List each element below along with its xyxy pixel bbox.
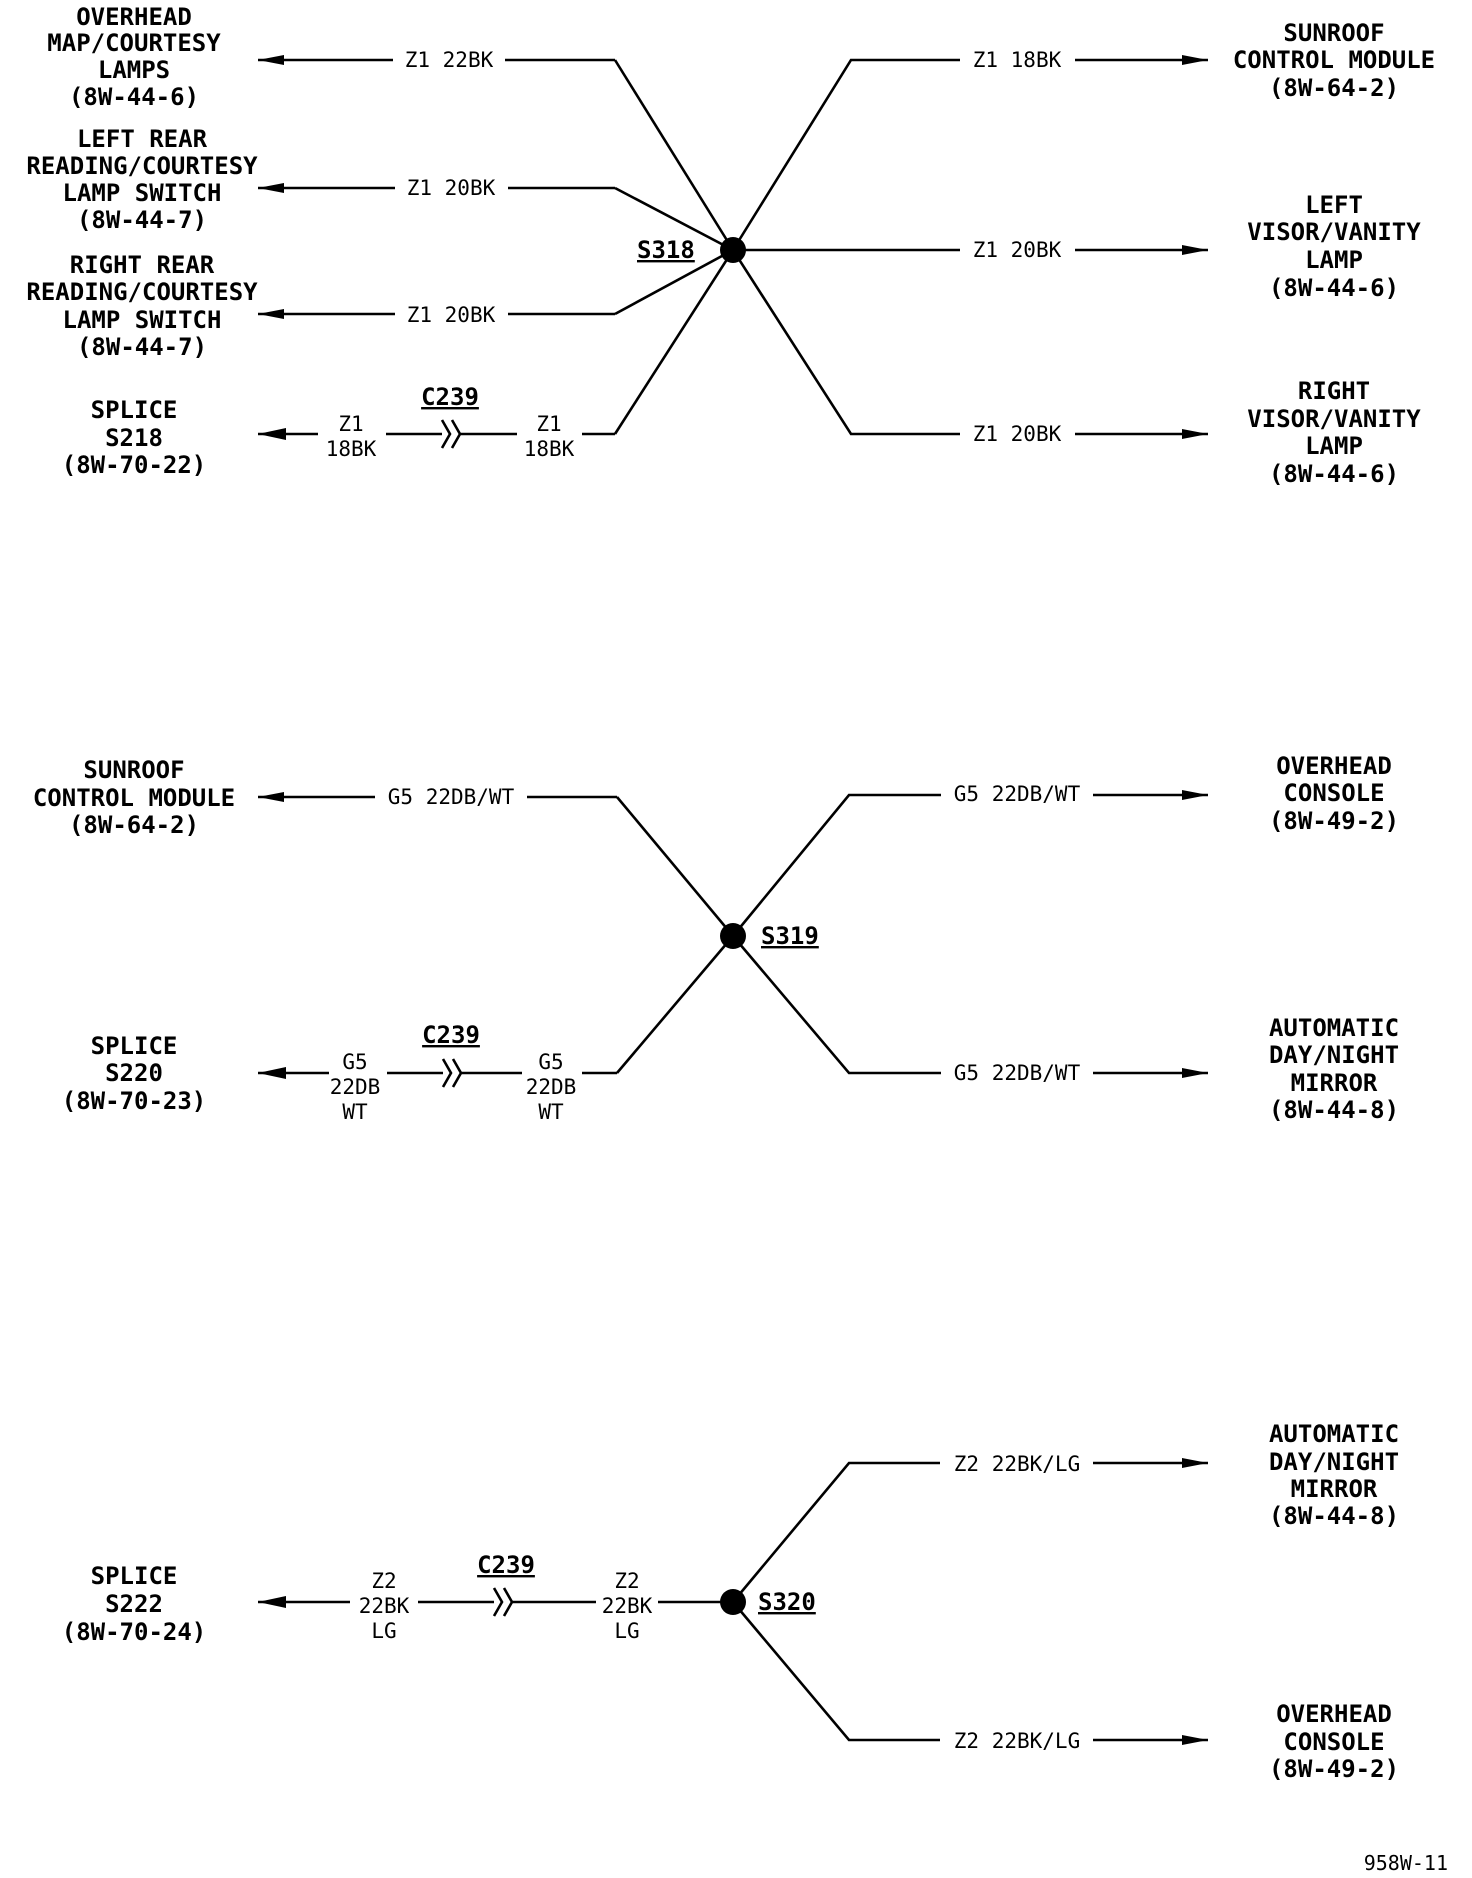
splice-label-s318: S318 [637, 236, 695, 264]
splice-label-s319: S319 [761, 922, 819, 950]
component-label: LAMPS [97, 56, 171, 84]
component-label: SPLICE [90, 1562, 178, 1590]
wire-label: Z2 [371, 1569, 397, 1593]
component-label: CONSOLE [1283, 1728, 1385, 1756]
wire-label: LG [371, 1619, 397, 1643]
wire-overhead-console[interactable] [733, 782, 1208, 936]
wire-label: Z1 22BK [404, 48, 494, 72]
component-label: SUNROOF [83, 756, 185, 784]
component-label: S218 [105, 424, 163, 452]
component-label: CONSOLE [1283, 779, 1385, 807]
wire-sunroof-control-module[interactable] [258, 785, 733, 936]
wire-label: Z2 22BK/LG [953, 1452, 1081, 1476]
wire-label: WT [538, 1100, 564, 1124]
wire-splice-s218[interactable] [258, 250, 733, 461]
component-label: (8W-44-6) [68, 83, 200, 111]
wire-splice-s220[interactable] [258, 936, 733, 1124]
component-label: (8W-70-24) [61, 1618, 207, 1646]
wire-label: WT [342, 1100, 368, 1124]
component-label: SUNROOF [1283, 19, 1385, 47]
wire-label: 22BK [601, 1594, 653, 1618]
component-label: SPLICE [90, 1032, 178, 1060]
component-label: S222 [105, 1590, 163, 1618]
wire-label: 22DB [329, 1075, 381, 1099]
component-label: CONTROL MODULE [32, 784, 236, 812]
wire-label: Z1 20BK [406, 176, 496, 200]
component-label: (8W-49-2) [1268, 807, 1400, 835]
component-label: (8W-44-6) [1268, 274, 1400, 302]
component-label: SPLICE [90, 396, 178, 424]
wire-splice-s222[interactable] [258, 1569, 733, 1643]
wire-left-visor-vanity-lamp[interactable] [733, 238, 1208, 262]
component-label: (8W-64-2) [1268, 74, 1400, 102]
wire-label: 22BK [358, 1594, 410, 1618]
component-label: (8W-70-23) [61, 1087, 207, 1115]
component-label: (8W-70-22) [61, 451, 207, 479]
component-label: RIGHT REAR [69, 251, 215, 279]
component-label: LAMP SWITCH [62, 306, 222, 334]
component-label: LAMP [1305, 246, 1363, 274]
wire-automatic-day-night-mirror[interactable] [733, 936, 1208, 1085]
connector-label-c239: C239 [421, 383, 479, 411]
wire-label: Z1 18BK [972, 48, 1062, 72]
component-label: (8W-44-7) [76, 206, 208, 234]
component-label: (8W-44-8) [1268, 1502, 1400, 1530]
wire-label: Z2 [614, 1569, 640, 1593]
component-label: READING/COURTESY [26, 152, 258, 180]
wire-sunroof-control-module[interactable] [733, 48, 1208, 250]
wire-label: G5 22DB/WT [953, 1061, 1081, 1085]
component-label: OVERHEAD [1276, 752, 1392, 780]
wire-label: 22DB [525, 1075, 577, 1099]
wire-label: Z1 [338, 412, 364, 436]
wire-overhead-console[interactable] [733, 1602, 1208, 1753]
wire-label: G5 22DB/WT [387, 785, 515, 809]
wire-label: Z1 20BK [972, 238, 1062, 262]
wire-right-visor-vanity-lamp[interactable] [733, 250, 1208, 446]
component-label: READING/COURTESY [26, 278, 258, 306]
wire-overhead-map-lamps[interactable] [258, 48, 733, 250]
component-label: LAMP [1305, 432, 1363, 460]
wire-label: LG [614, 1619, 640, 1643]
splice-group-s318 [26, 3, 1435, 488]
component-label: AUTOMATIC [1268, 1420, 1400, 1448]
component-label: CONTROL MODULE [1232, 46, 1436, 74]
wire-label: Z2 22BK/LG [953, 1729, 1081, 1753]
wire-label: Z1 20BK [972, 422, 1062, 446]
wire-label: Z1 20BK [406, 303, 496, 327]
component-label: (8W-44-7) [76, 333, 208, 361]
component-label: AUTOMATIC [1268, 1014, 1400, 1042]
wire-label: G5 22DB/WT [953, 782, 1081, 806]
figure-id: 958W-11 [1363, 1851, 1448, 1875]
component-label: OVERHEAD [76, 3, 192, 31]
component-label: S220 [105, 1059, 163, 1087]
component-label: (8W-64-2) [68, 811, 200, 839]
component-label: MAP/COURTESY [47, 29, 221, 57]
splice-group-s320 [62, 1420, 1399, 1783]
component-label: RIGHT [1297, 377, 1371, 405]
wire-label: 18BK [523, 437, 575, 461]
wire-label: 18BK [325, 437, 377, 461]
component-label: DAY/NIGHT [1268, 1448, 1400, 1476]
component-label: MIRROR [1290, 1069, 1378, 1097]
connector-label-c239: C239 [477, 1551, 535, 1579]
component-label: OVERHEAD [1276, 1700, 1392, 1728]
component-label: DAY/NIGHT [1268, 1041, 1400, 1069]
component-label: MIRROR [1290, 1475, 1378, 1503]
wire-label: G5 [342, 1050, 368, 1074]
wire-automatic-day-night-mirror[interactable] [733, 1452, 1208, 1602]
component-label: LEFT REAR [76, 125, 208, 153]
splice-group-s319 [33, 752, 1399, 1124]
wire-label: Z1 [536, 412, 562, 436]
splice-label-s320: S320 [758, 1588, 816, 1616]
component-label: VISOR/VANITY [1247, 405, 1421, 433]
component-label: LAMP SWITCH [62, 179, 222, 207]
component-label: VISOR/VANITY [1247, 218, 1421, 246]
wire-label: G5 [538, 1050, 564, 1074]
component-label: LEFT [1305, 191, 1363, 219]
component-label: (8W-44-6) [1268, 460, 1400, 488]
component-label: (8W-49-2) [1268, 1755, 1400, 1783]
component-label: (8W-44-8) [1268, 1096, 1400, 1124]
connector-label-c239: C239 [422, 1021, 480, 1049]
